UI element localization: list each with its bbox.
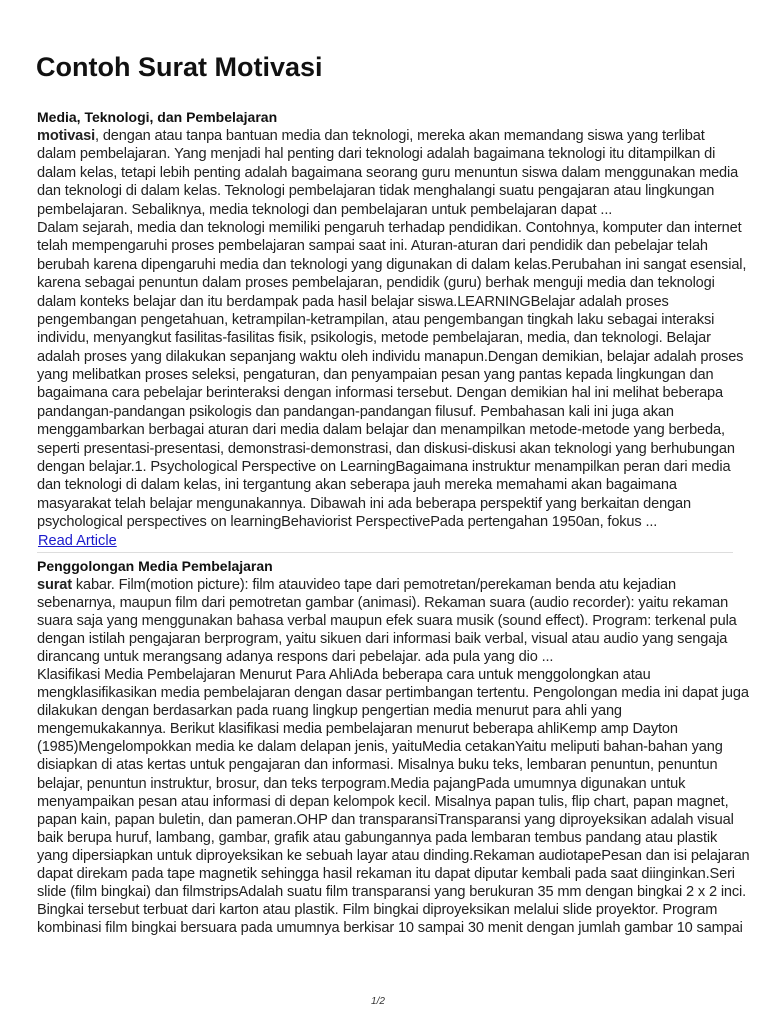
text-line [37, 738, 737, 756]
line-text: masyarakat telah belajar mengunakannya. Dibawah ini ada beberapa perspektif yang berkaitan dengan [37, 495, 691, 512]
text-line [37, 612, 737, 630]
line-text: pengembangan pengetahuan, ketrampilan-ketrampilan, atau pengembangan tingkah laku sebagai interaksi [37, 311, 715, 328]
text-line [37, 366, 737, 384]
highlighted-keyword: surat [37, 577, 72, 593]
line-text: slide (film bingkai) dan filmstripsAdalah suatu film transparansi yang berukuran 35 mm dengan bingkai 2 x 2 inci. [37, 883, 747, 900]
text-line [37, 348, 744, 366]
line-text: seperti presentasi-presentasi, demonstrasi-demonstrasi, dan diskusi-diskusi akan teknologi yang berhubungan [37, 440, 735, 457]
line-text: dilakukan dengan berdasarkan pada ruang lingkup pengertian media menurut para ahli yang [37, 703, 622, 720]
text-line [37, 293, 737, 311]
text-line [37, 201, 737, 219]
line-text: baik berupa huruf, lambang, gambar, grafik atau gabungannya pada lembaran tembus pandang atau plastik [37, 829, 718, 846]
section-penggolongan-media [37, 557, 750, 937]
text-line [37, 274, 737, 292]
text-line [37, 811, 737, 829]
line-text: yang melibatkan proses seleksi, pengaturan, dan penyampaian pesan yang pantas kepada lingkungan dan [37, 367, 714, 384]
line-text: dengan istilah pengajaran berprogram, yaitu sikuen dari informasi baik verbal, visual atau audio yang sengaja [37, 631, 728, 648]
section-body [37, 127, 747, 532]
page-number: 1/2 [371, 996, 385, 1007]
line-text: dapat direkam pada tape magnetik sehingga hasil rekaman itu dapat diputar kembali pada saat diinginkan.Seri [37, 865, 735, 882]
line-text: papan kain, papan buletin, dan pameran.OHP dan transparansiTransparansi yang diproyeksikan adalah visual [37, 811, 734, 828]
line-text: Dalam sejarah, media dan teknologi memiliki pengaruh terhadap pendidikan. Contohnya, komputer dan internet [37, 219, 742, 236]
line-text: bagaimana cara pebelajar berinteraksi dengan informasi tersebut. Dengan demikian hal ini melihat beberapa [37, 385, 723, 402]
line-text: adalah proses yang dilakukan sepanjang waktu oleh individu manapun.Dengan demikian, belajar adalah proses [37, 348, 744, 365]
line-text: mengemukakannya. Berikut klasifikasi media pembelajaran menurut beberapa ahliKemp amp Dayton [37, 721, 678, 738]
text-line [37, 865, 737, 883]
line-text: telah mempengaruhi proses pembelajaran sampai saat ini. Aturan-aturan dari pendidik dan pebelajar telah [37, 238, 708, 255]
text-line [37, 513, 737, 531]
line-text: dengan belajar.1. Psychological Perspective on LearningBagaimana instruktur menampilkan peran dari media [37, 459, 731, 476]
line-text: disiapkan di atas kertas untuk pengajaran dan informasi. Misalnya buku teks, lembaran penuntun, penuntun [37, 757, 718, 774]
text-line [37, 666, 737, 684]
text-line [37, 421, 737, 439]
text-line [37, 495, 737, 513]
line-text: belajar, penuntun instruktur, brosur, dan teks terpogram.Media pajangPada umumnya digunakan untuk [37, 775, 686, 792]
text-line [37, 847, 750, 865]
line-text: , dengan atau tanpa bantuan media dan teknologi, mereka akan memandang siswa yang terlibat [95, 128, 705, 144]
text-line [37, 145, 737, 163]
line-text: psychological perspectives on learningBehaviorist PerspectivePada pertengahan 1950an, fokus ... [37, 514, 658, 531]
highlighted-keyword: motivasi [37, 128, 96, 144]
document-title: Contoh Surat Motivasi [36, 52, 323, 82]
line-text: mengklasifikasikan media pembelajaran dengan dasar pertimbangan tertentu. Pengolongan media ini dapat juga [37, 685, 749, 702]
text-line [37, 684, 749, 702]
line-text: dalam kelas, tetapi lebih penting adalah bagaimana seorang guru menuntun siswa dalam menggunakan media [37, 164, 739, 181]
line-text: dan teknologi di dalam kelas. Teknologi pembelajaran tidak menghalangi suatu pengajaran atau lingkungan [37, 183, 715, 200]
line-text: pembelajaran. Sebaliknya, media teknologi dan pembelajaran untuk pembelajaran dapat ... [37, 201, 613, 218]
line-text: kabar. Film(motion picture): film atauvideo tape dari pemotretan/perekaman benda atu kejadian [71, 577, 676, 593]
section-media-teknologi [37, 108, 747, 550]
text-line [37, 648, 737, 666]
line-text: dirancang untuk merangsang adanya respons dari pebelajar. ada pula yang dio ... [37, 649, 554, 666]
text-line [37, 919, 743, 937]
section-divider [37, 552, 733, 553]
section-heading: Media, Teknologi, dan Pembelajaran [37, 109, 278, 125]
line-text: (1985)Mengelompokkan media ke dalam delapan jenis, yaituMedia cetakanYaitu meliputi bahan-bahan yang [37, 739, 723, 756]
read-article-link[interactable]: Read Article [38, 532, 117, 549]
text-line [37, 219, 742, 237]
text-line [37, 384, 737, 402]
line-text: sebenarnya, maupun film dari pemotretan gambar (animasi). Rekaman suara (audio recorder): yaitu rekaman [37, 595, 729, 612]
text-line [37, 793, 737, 811]
line-text: karena sebagai penuntun dalam proses pembelajaran, pendidik (guru) berhak menguji media dan teknologi [37, 275, 715, 292]
text-line [37, 458, 737, 476]
text-line [37, 775, 737, 793]
text-line [37, 630, 737, 648]
text-line [37, 164, 737, 182]
line-text: dalam konteks belajar dan itu berdampak pada hasil belajar siswa.LEARNINGBelajar adalah proses [37, 293, 669, 310]
section-heading: Penggolongan Media Pembelajaran [37, 558, 273, 574]
text-line [37, 576, 737, 594]
text-line [37, 756, 737, 774]
line-text: berubah karena dipengaruhi media dan teknologi yang digunakan di dalam kelas.Perubahan ini sangat esensial, [37, 256, 747, 273]
text-line [37, 237, 737, 255]
text-line [37, 182, 737, 200]
line-text: dan teknologi di dalam kelas, ini tergantung akan seberapa jauh mereka memahami akan bagaimana [37, 477, 677, 494]
text-line [37, 311, 737, 329]
line-text: individu, menyangkut fasilitas-fasilitas fisik, psikologis, metode pembelajaran, media, dan teknologi. Belajar [37, 330, 711, 347]
text-line [37, 829, 737, 847]
text-line [37, 476, 737, 494]
text-line [37, 702, 737, 720]
text-line [37, 594, 737, 612]
line-text: suara saja yang menggunakan bahasa verbal maupun efek suara musik (sound effect). Program: terkenal pula [37, 613, 737, 630]
text-line [37, 403, 737, 421]
text-line [37, 901, 737, 919]
text-line [37, 329, 737, 347]
text-line [37, 440, 737, 458]
line-text: Klasifikasi Media Pembelajaran Menurut Para AhliAda beberapa cara untuk menggolongkan atau [37, 667, 651, 684]
line-text: yang dipersiapkan untuk diproyeksikan ke sebuah layar atau dinding.Rekaman audiotapePesan dan isi pelajaran [37, 847, 750, 864]
line-text: kombinasi film bingkai bersuara pada umumnya berkisar 10 sampai 30 menit dengan jumlah gambar 10 sampai [37, 919, 743, 936]
text-line [37, 720, 737, 738]
section-body [37, 576, 750, 937]
line-text: menggambarkan berbagai aturan dari media dalam belajar dan menampilkan metode-metode yang berbeda, [37, 422, 725, 439]
text-line [37, 127, 737, 145]
line-text: dalam pembelajaran. Yang menjadi hal penting dari teknologi adalah bagaimana teknologi itu ditampilkan di [37, 146, 716, 163]
line-text: Bingkai tersebut terbuat dari karton atau plastik. Film bingkai diproyeksikan melalui slide proyektor. Program [37, 901, 718, 918]
text-line [37, 256, 747, 274]
line-text: menyampaikan pesan atau informasi di depan kelompok kecil. Misalnya papan tulis, flip chart, papan magnet, [37, 793, 729, 810]
line-text: pandangan-pandangan psikologis dan pandangan-pandangan filusuf. Pembahasan kali ini juga akan [37, 403, 674, 420]
text-line [37, 883, 747, 901]
